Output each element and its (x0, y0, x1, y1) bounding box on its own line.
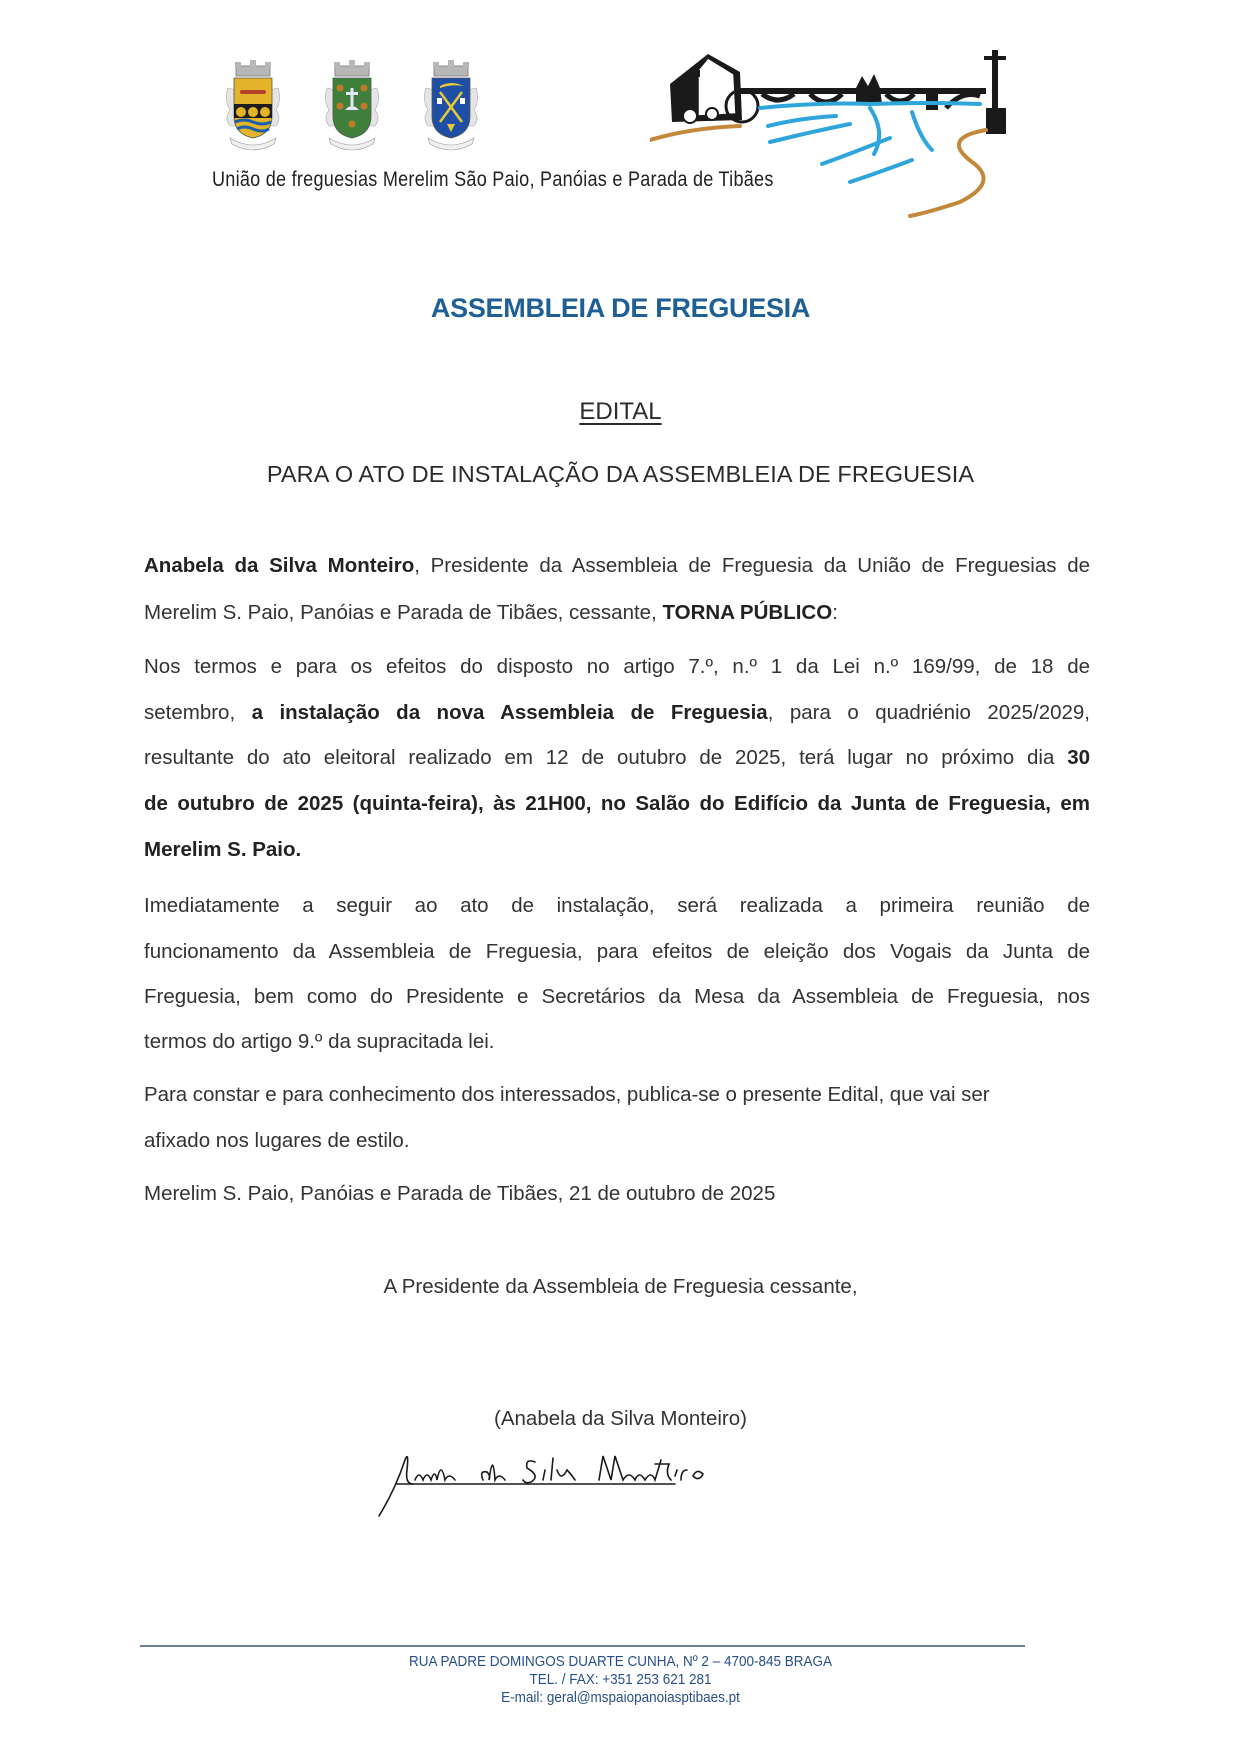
paragraph-2-line-2 (144, 700, 1090, 726)
document-subtitle: PARA O ATO DE INSTALAÇÃO DA ASSEMBLEIA DE FREGUESIA (266, 461, 975, 487)
footer-phone: TEL. / FAX: +351 253 621 281 (529, 1671, 712, 1688)
text-resultante: resultante do ato eleitoral realizado em 12 de outubro de 2025, terá lugar no próximo dia (144, 746, 1068, 769)
paragraph-2-line-3 (144, 745, 1090, 771)
paragraph-1-text: , Presidente da Assembleia de Freguesia da União de Freguesias de (414, 554, 1090, 577)
bridge-illustration (650, 42, 1030, 222)
parada-de-tibaes-crest (420, 60, 482, 152)
text-day: 30 (1067, 746, 1090, 769)
paragraph-2-line-1: Nos termos e para os efeitos do disposto no artigo 7.º, n.º 1 da Lei n.º 169/99, de 18 de (144, 655, 1090, 678)
text-instalacao: a instalação da nova Assembleia de Freguesia (251, 701, 768, 724)
paragraph-3-line-1: Imediatamente a seguir ao ato de instalação, será realizada a primeira reunião de (144, 894, 1090, 917)
place-date: Merelim S. Paio, Panóias e Parada de Tibães, 21 de outubro de 2025 (144, 1182, 776, 1205)
footer-email[interactable]: E-mail: geral@mspaiopanoiasptibaes.pt (501, 1689, 740, 1706)
footer-address: RUA PADRE DOMINGOS DUARTE CUNHA, Nº 2 – 4700-845 BRAGA (408, 1653, 833, 1670)
crown-icon (235, 60, 271, 76)
cross-icon (984, 50, 1006, 134)
signatory-role: A Presidente da Assembleia de Freguesia cessante, (383, 1275, 858, 1298)
signatory-name: (Anabela da Silva Monteiro) (494, 1407, 747, 1430)
crown-icon (334, 60, 370, 76)
edital-heading (0, 398, 1241, 426)
merelim-sao-paio-crest (222, 60, 284, 152)
paragraph-3-line-3: Freguesia, bem como do Presidente e Secretários da Mesa da Assembleia de Freguesia, nos (144, 985, 1090, 1008)
text-quadrienio: , para o quadriénio 2025/2029, (767, 701, 1090, 724)
panoias-crest (321, 60, 383, 152)
paragraph-2-line-5: Merelim S. Paio. (144, 838, 302, 861)
paragraph-3-line-4: termos do artigo 9.º da supracitada lei. (144, 1030, 495, 1053)
president-name: Anabela da Silva Monteiro (144, 554, 415, 577)
edital-label: EDITAL (579, 398, 662, 425)
paragraph-1-line-2 (144, 600, 1090, 626)
paragraph-4-line-1: Para constar e para conhecimento dos interessados, publica-se o presente Edital, que vai ser (144, 1083, 990, 1106)
paragraph-4-line-2: afixado nos lugares de estilo. (144, 1129, 410, 1152)
paragraph-2-line-4: de outubro de 2025 (quinta-feira), às 21H00, no Salão do Edifício da Junta de Freguesia, em (144, 792, 1090, 815)
footer-divider (140, 1645, 1025, 1647)
text-setembro: setembro, (144, 701, 252, 724)
document-title: ASSEMBLEIA DE FREGUESIA (430, 293, 811, 323)
paragraph-1-line-1 (144, 553, 1090, 579)
paragraph-3-line-2: funcionamento da Assembleia de Freguesia, para efeitos de eleição dos Vogais da Junta de (144, 940, 1090, 963)
org-name: União de freguesias Merelim São Paio, Panóias e Parada de Tibães (212, 168, 774, 191)
colon: : (832, 601, 838, 624)
signature (375, 1440, 875, 1520)
torna-publico: TORNA PÚBLICO (662, 601, 833, 624)
paragraph-1-text-2: Merelim S. Paio, Panóias e Parada de Tibães, cessante, (144, 601, 663, 624)
crown-icon (433, 60, 469, 76)
